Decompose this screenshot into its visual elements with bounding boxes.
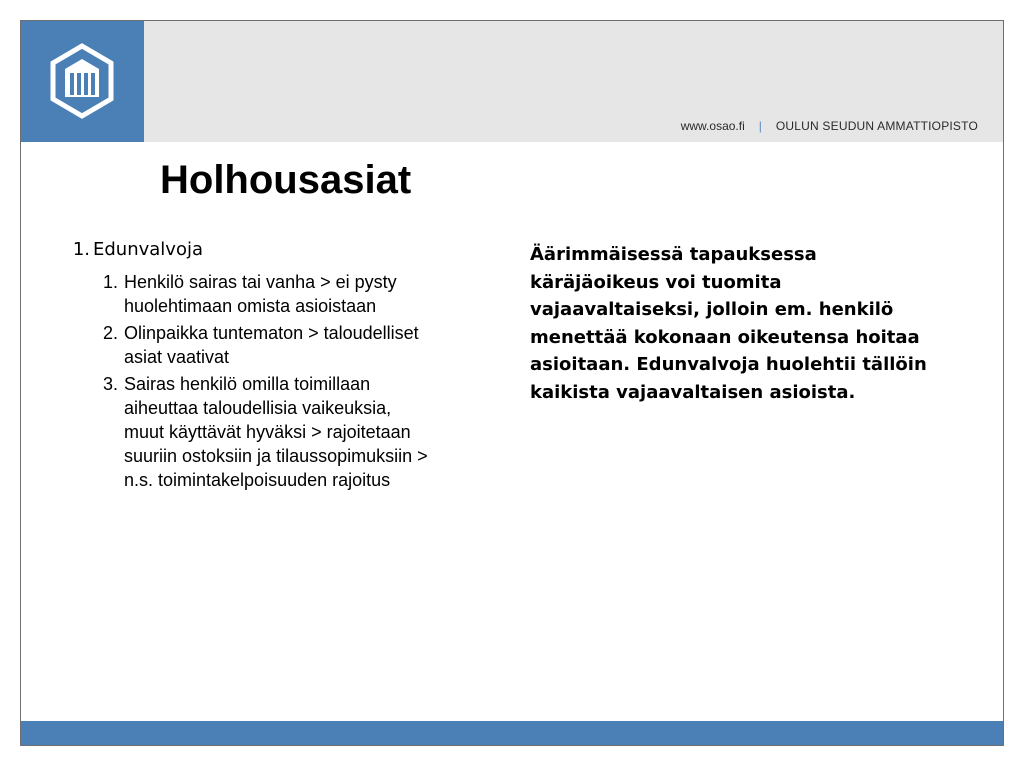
- list-item-label: Edunvalvoja: [93, 239, 203, 260]
- school-name: OULUN SEUDUN AMMATTIOPISTO: [775, 119, 978, 133]
- list-item: [50, 321, 450, 369]
- logo: [21, 21, 144, 142]
- footer-band: [21, 721, 1004, 745]
- list-item-text: Olinpaikka tuntematon > taloudelliset asiat vaativat: [124, 323, 419, 367]
- list-item: [50, 238, 450, 262]
- sublist: [50, 270, 450, 492]
- list-item: [50, 372, 450, 492]
- list-item-text: Henkilö sairas tai vanha > ei pysty huolehtimaan omista asioistaan: [124, 272, 397, 316]
- outline-list: [50, 238, 450, 495]
- building-logo-icon: [49, 43, 115, 119]
- list-item-number: 1.: [102, 272, 118, 292]
- list-item: [50, 270, 450, 318]
- list-item-number: 1.: [72, 239, 90, 260]
- side-text: Äärimmäisessä tapauksessa käräjäoikeus voi tuomita vajaavaltaiseksi, jolloin em. henkilö menettää kokonaan oikeutensa hoitaa asioitaan. Edunvalvoja huolehtii tällöin kaikista vajaavaltaisen asioista.: [530, 244, 927, 403]
- list-item-number: 3.: [102, 374, 118, 394]
- list-item-number: 2.: [102, 323, 118, 343]
- website-link[interactable]: www.osao.fi: [680, 119, 745, 133]
- page-title: Holhousasiat: [160, 158, 412, 202]
- header-text: [681, 119, 978, 133]
- list-item-text: Sairas henkilö omilla toimillaan aiheuttaa taloudellisia vaikeuksia, muut käyttävät hyväksi > rajoitetaan suuriin ostoksiin ja tilaussopimuksiin > n.s. toimintakelpoisuuden rajoitus: [124, 374, 428, 490]
- header-separator: |: [758, 119, 762, 133]
